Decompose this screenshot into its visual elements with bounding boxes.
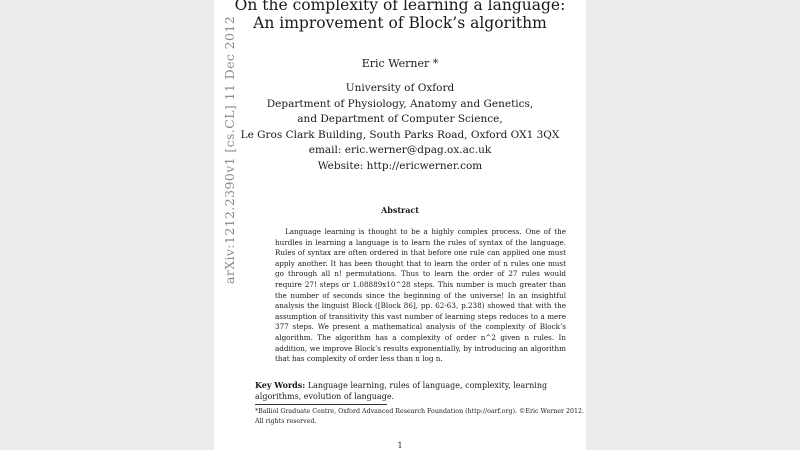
affiliation-department-cs: and Department of Computer Science,: [297, 113, 503, 125]
author-affiliation: [214, 81, 586, 174]
abstract-body: Language learning is thought to be a highly complex process. One of the hurdles in learning a language is to learn the rules of syntax of the language. Rules of syntax are often ordered in that before one rule can applied one must apply another. It has been thought that to learn the order of n rules one must go through all n! permutations. Thus to learn the order of 27 rules would require 27! steps or 1.08889x10^28 steps. This number is much greater than the number of seconds since the beginning of the universe! In an insightful analysis the linguist Block ([Block 86], pp. 62-63, p.238) showed that with the assumption of transitivity this vast number of learning steps reduces to a mere 377 steps. We present a mathematical analysis of the complexity of Block’s algorithm. The algorithm has a complexity of order n^2 given n rules. In addition, we improve Block’s results exponentially, by introducing an algorithm that has complexity of order less than n log n.: [275, 227, 566, 364]
paper-title: [214, 0, 586, 32]
keywords-label: Key Words:: [255, 380, 306, 390]
affiliation-address: Le Gros Clark Building, South Parks Road, Oxford OX1 3QX: [240, 128, 560, 141]
keywords-text: Language learning, rules of language, complexity, learning algorithms, evolution of language.: [255, 381, 548, 401]
author-email: email: eric.werner@dpag.ox.ac.uk: [308, 144, 492, 156]
author-website: Website: http://ericwerner.com: [317, 159, 483, 172]
affiliation-university: University of Oxford: [345, 82, 455, 94]
page-number: 1: [397, 441, 403, 450]
title-line-1: On the complexity of learning a language:: [234, 0, 566, 14]
footnote: *Balliol Graduate Centre, Oxford Advanced Research Foundation (http://oarf.org). ©Eric Werner 2012. All rights reserved.: [255, 408, 585, 425]
keywords-paragraph: [255, 380, 586, 402]
footnote-divider: [255, 404, 387, 405]
abstract-heading: Abstract: [381, 205, 419, 215]
arxiv-stamp-text: arXiv:1212.2390v1 [cs.CL] 11 Dec 2012: [222, 15, 237, 284]
author-name: Eric Werner *: [361, 57, 439, 70]
title-line-2: An improvement of Block’s algorithm: [253, 14, 547, 32]
affiliation-department: Department of Physiology, Anatomy and Genetics,: [266, 97, 534, 110]
